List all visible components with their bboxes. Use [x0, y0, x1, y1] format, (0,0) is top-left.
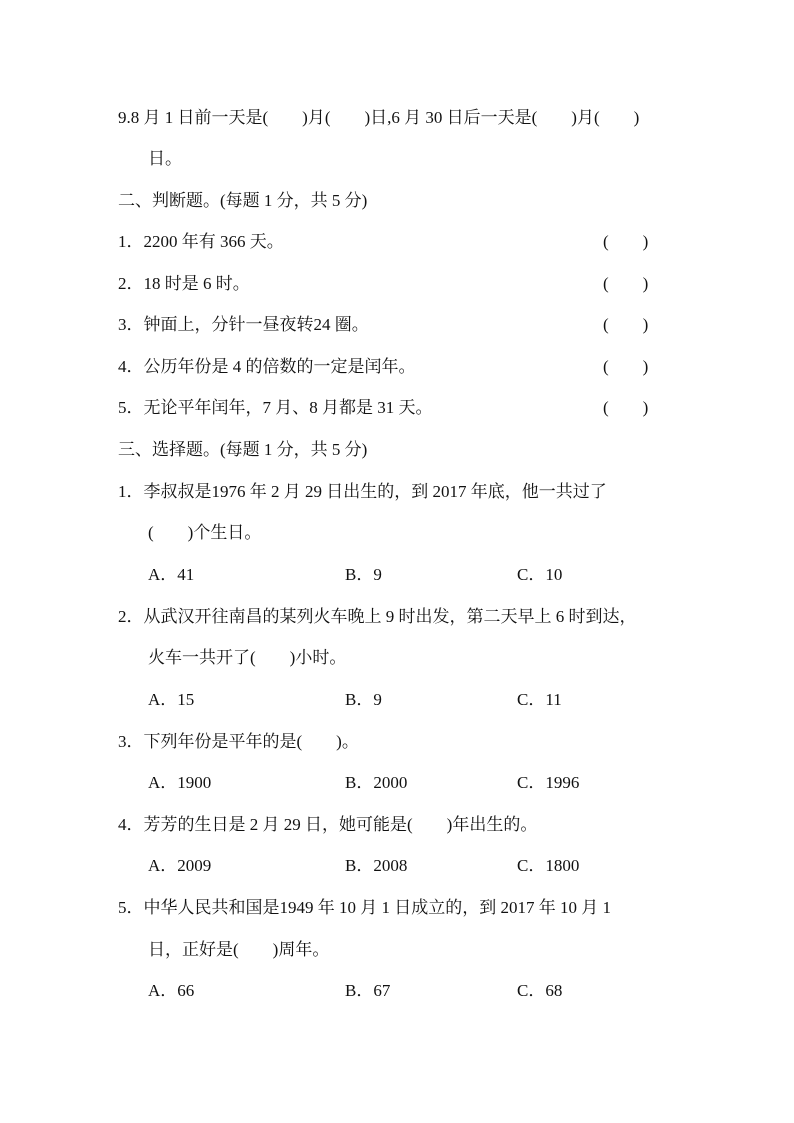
choice-q1-line2: ( )个生日。 — [148, 523, 262, 542]
judge-item-5: 5．无论平年闰年，7 月、8 月都是 31 天。 — [118, 398, 433, 417]
choice-q4-line1: 4．芳芳的生日是 2 月 29 日，她可能是( )年出生的。 — [118, 815, 538, 834]
choice-q3-line1: 3．下列年份是平年的是( )。 — [118, 732, 359, 751]
choice-q2-line2: 火车一共开了( )小时。 — [148, 648, 347, 667]
choice-q3-option-b[interactable]: B．2000 — [345, 773, 408, 792]
judge-answer-blank-1[interactable]: ( ) — [603, 232, 649, 251]
choice-q5-line1: 5．中华人民共和国是1949 年 10 月 1 日成立的，到 2017 年 10 月 1 — [118, 898, 611, 917]
choice-q2-option-c[interactable]: C．11 — [517, 690, 562, 709]
judge-item-2: 2．18 时是 6 时。 — [118, 274, 250, 293]
choice-q2-option-a[interactable]: A．15 — [148, 690, 195, 709]
choice-q4-option-b[interactable]: B．2008 — [345, 856, 408, 875]
choice-q5-option-c[interactable]: C．68 — [517, 981, 563, 1000]
judge-answer-blank-4[interactable]: ( ) — [603, 357, 649, 376]
judge-item-3: 3．钟面上，分针一昼夜转24 圈。 — [118, 315, 369, 334]
q9-line2: 日。 — [148, 149, 182, 168]
choice-q2-option-b[interactable]: B．9 — [345, 690, 382, 709]
judge-item-1: 1．2200 年有 366 天。 — [118, 232, 284, 251]
choice-q5-option-b[interactable]: B．67 — [345, 981, 391, 1000]
choice-q3-option-a[interactable]: A．1900 — [148, 773, 212, 792]
judge-item-4: 4．公历年份是 4 的倍数的一定是闰年。 — [118, 357, 416, 376]
choice-q1-option-b[interactable]: B．9 — [345, 565, 382, 584]
choice-q1-line1: 1．李叔叔是1976 年 2 月 29 日出生的，到 2017 年底，他一共过了 — [118, 482, 607, 501]
choice-q1-option-a[interactable]: A．41 — [148, 565, 195, 584]
section3-heading: 三、选择题。(每题 1 分，共 5 分) — [118, 440, 368, 459]
section2-heading: 二、判断题。(每题 1 分，共 5 分) — [118, 191, 368, 210]
judge-answer-blank-2[interactable]: ( ) — [603, 274, 649, 293]
judge-answer-blank-5[interactable]: ( ) — [603, 398, 649, 417]
choice-q2-line1: 2．从武汉开往南昌的某列火车晚上 9 时出发，第二天早上 6 时到达， — [118, 607, 637, 626]
choice-q5-line2: 日，正好是( )周年。 — [148, 940, 330, 959]
choice-q4-option-c[interactable]: C．1800 — [517, 856, 580, 875]
choice-q5-option-a[interactable]: A．66 — [148, 981, 195, 1000]
judge-answer-blank-3[interactable]: ( ) — [603, 315, 649, 334]
choice-q1-option-c[interactable]: C．10 — [517, 565, 563, 584]
choice-q4-option-a[interactable]: A．2009 — [148, 856, 212, 875]
choice-q3-option-c[interactable]: C．1996 — [517, 773, 580, 792]
q9-line1: 9.8 月 1 日前一天是( )月( )日,6 月 30 日后一天是( )月( ) — [118, 108, 640, 127]
